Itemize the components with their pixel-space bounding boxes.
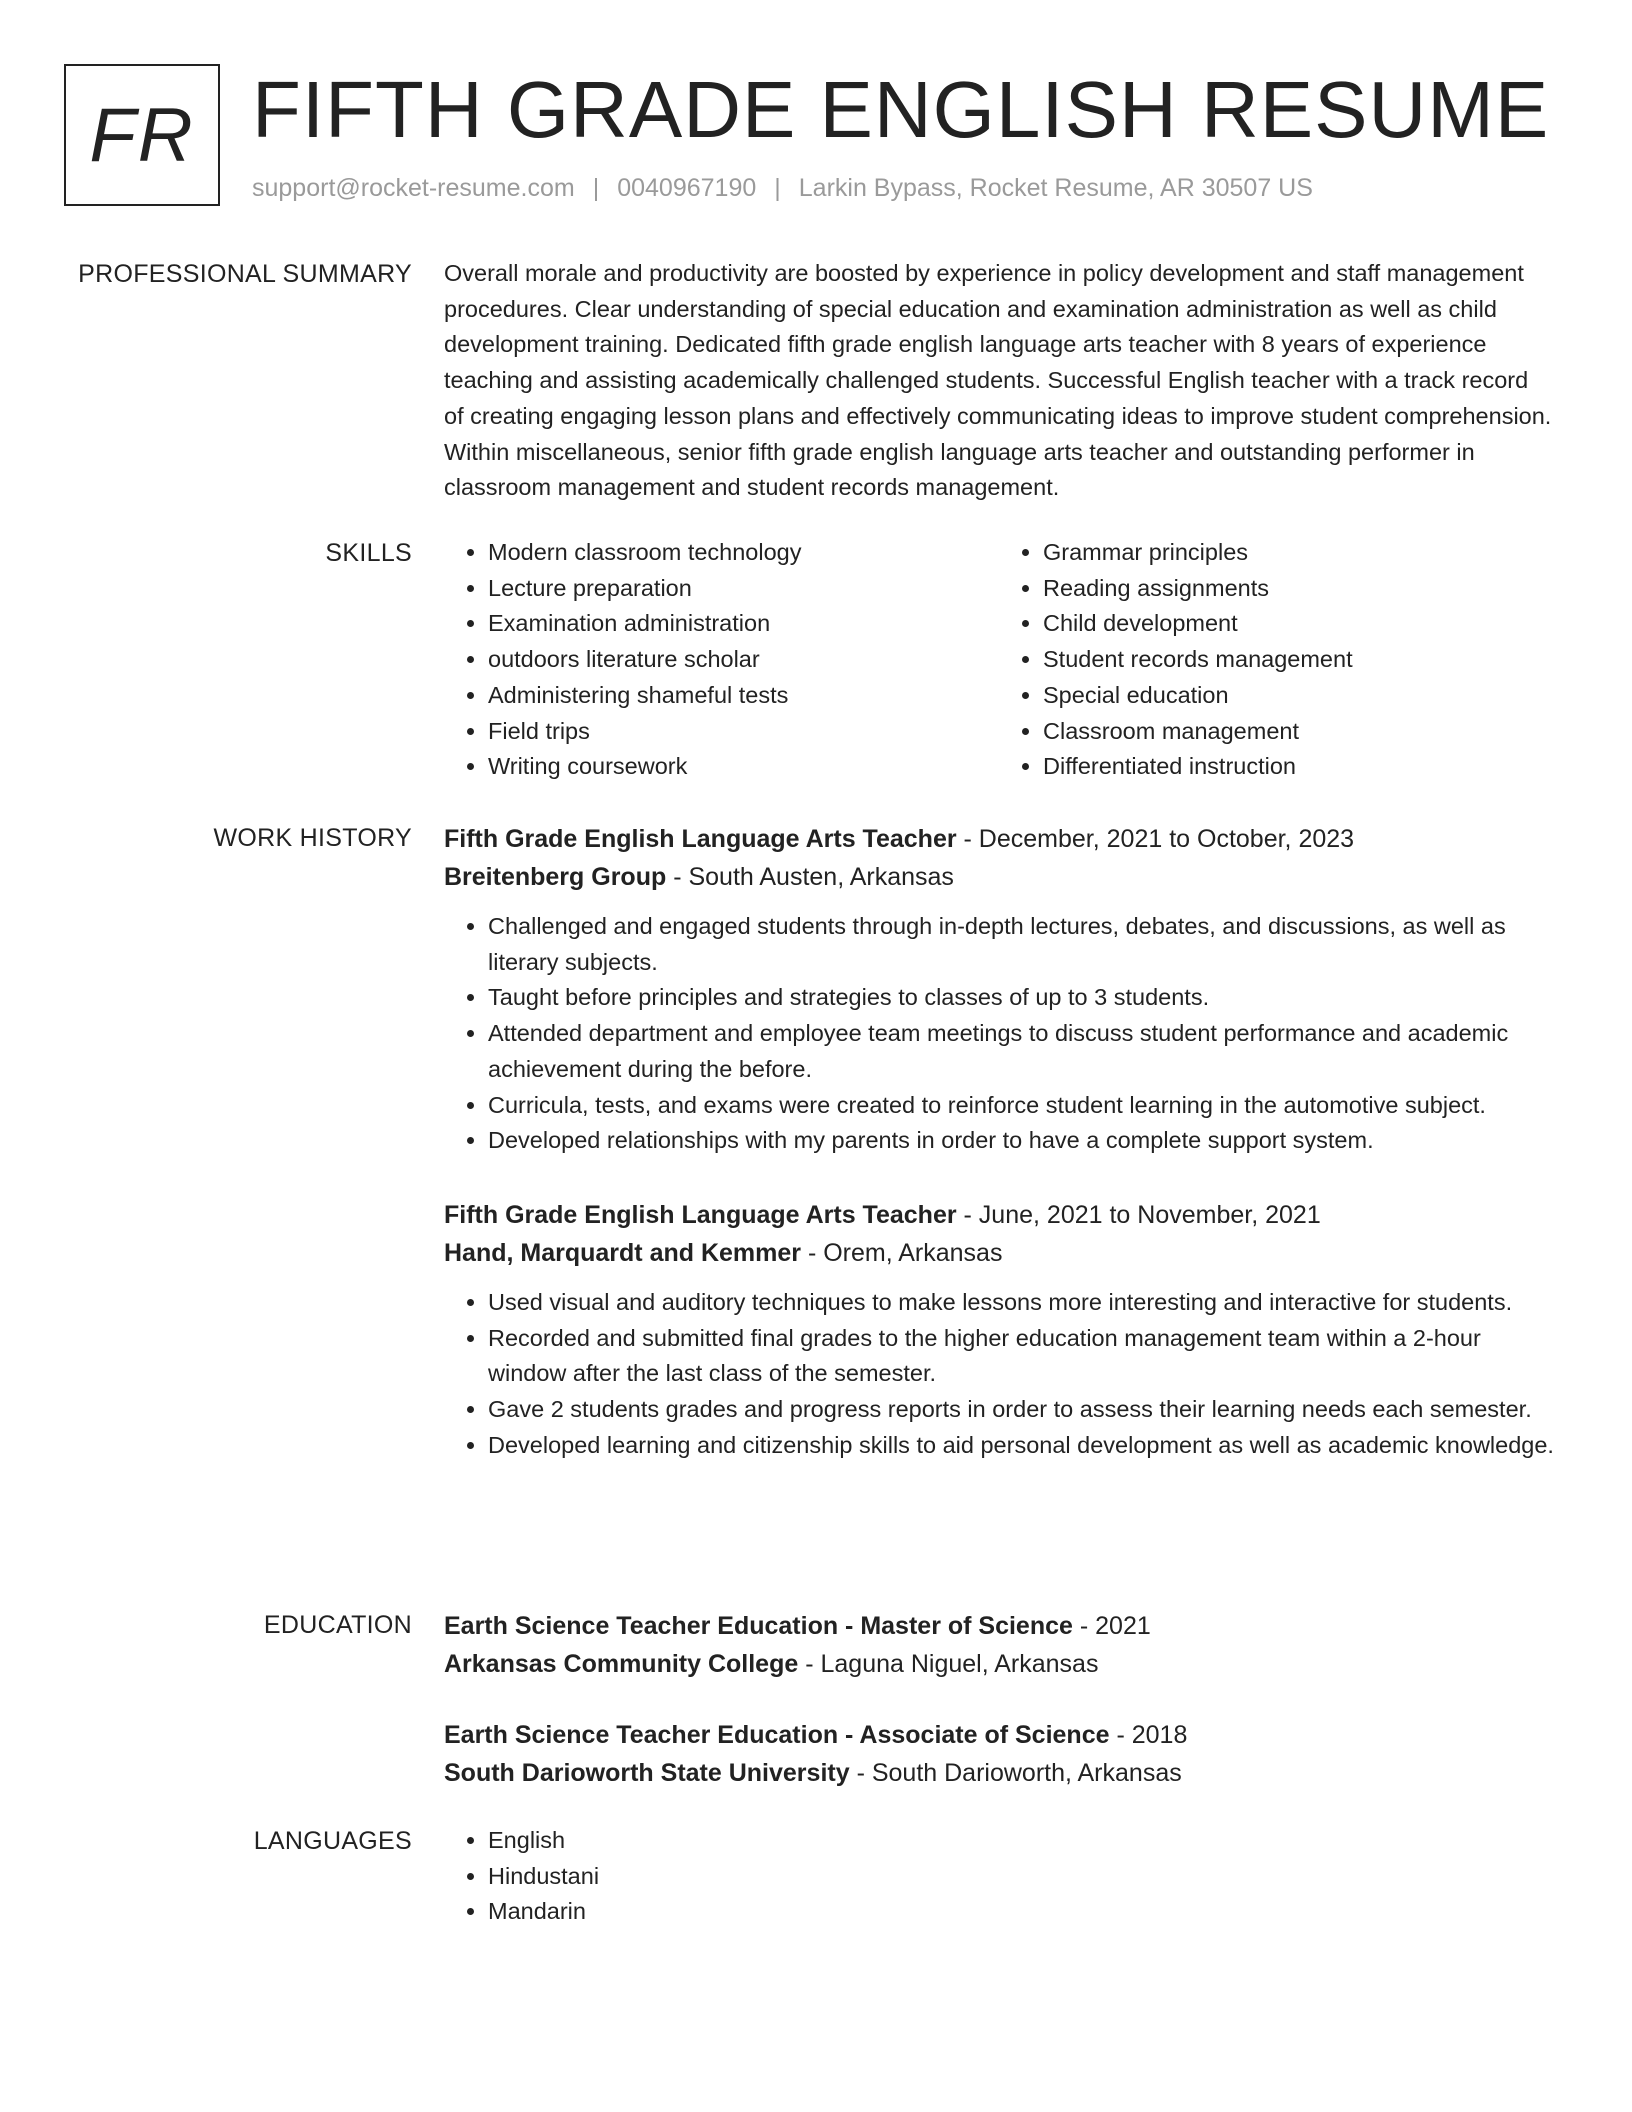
list-item: • English (488, 1823, 1554, 1859)
list-item: • Used visual and auditory techniques to make lessons more interesting and interactive for students. (488, 1285, 1554, 1321)
job-location: - Orem, Arkansas (801, 1239, 1003, 1267)
list-item: • Special education (1043, 678, 1554, 714)
languages-list (444, 1823, 1554, 1930)
education-entry (444, 1607, 1554, 1683)
list-item: • Classroom management (1043, 714, 1554, 750)
list-item: • Developed relationships with my parents in order to have a complete support system. (488, 1123, 1554, 1159)
list-item: • Writing coursework (488, 749, 999, 785)
list-item: • Curricula, tests, and exams were created to reinforce student learning in the automotive subject. (488, 1088, 1554, 1124)
summary-text: Overall morale and productivity are boosted by experience in policy development and staff management procedures. Clear understanding of special education and examination administration as well as child development training. Dedicated fifth grade english language arts teacher with 8 years of experience teaching and assisting academically challenged students. Successful English teacher with a track record of creating engaging lesson plans and effectively communicating ideas to improve student comprehension. Within miscellaneous, senior fifth grade english language arts teacher and outstanding performer in classroom management and student records management. (444, 260, 1552, 501)
list-item: • Hindustani (488, 1859, 1554, 1895)
education-degree: Earth Science Teacher Education - Associate of Science (444, 1721, 1110, 1749)
job-company: Breitenberg Group (444, 863, 667, 891)
education-degree: Earth Science Teacher Education - Master of Science (444, 1612, 1073, 1640)
job-title: Fifth Grade English Language Arts Teacher (444, 1201, 957, 1229)
list-item: • Field trips (488, 714, 999, 750)
education-school: South Darioworth State University (444, 1759, 850, 1787)
section-label-summary: PROFESSIONAL SUMMARY (78, 260, 412, 288)
job-dates: - December, 2021 to October, 2023 (956, 825, 1355, 853)
education-content (444, 1607, 1554, 1683)
list-item: • Reading assignments (1043, 571, 1554, 607)
skills-list-right (999, 535, 1554, 785)
work-content (444, 820, 1554, 1159)
contact-separator: | (774, 174, 781, 202)
list-item: • Taught before principles and strategies to classes of up to 3 students. (488, 980, 1554, 1016)
languages-content (444, 1823, 1554, 1930)
education-entry (444, 1716, 1554, 1792)
skills-content (444, 535, 1554, 785)
job-entry (444, 820, 1554, 1159)
list-item: • Recorded and submitted final grades to the higher education management team within a 2-hour window after the last class of the semester. (488, 1321, 1554, 1392)
education-year: - 2018 (1109, 1721, 1188, 1749)
contact-email: support@rocket-resume.com (252, 174, 575, 202)
resume-title: FIFTH GRADE ENGLISH RESUME (252, 65, 1550, 154)
education-school: Arkansas Community College (444, 1650, 799, 1678)
job-dates: - June, 2021 to November, 2021 (956, 1201, 1321, 1229)
job-bullets (444, 909, 1554, 1159)
section-label-education: EDUCATION (263, 1611, 412, 1639)
list-item: • Differentiated instruction (1043, 749, 1554, 785)
section-label-languages: LANGUAGES (253, 1827, 412, 1855)
education-location: - South Darioworth, Arkansas (849, 1759, 1182, 1787)
job-location: - South Austen, Arkansas (666, 863, 954, 891)
list-item: • outdoors literature scholar (488, 642, 999, 678)
job-bullets (444, 1285, 1554, 1464)
resume-header (64, 64, 1564, 214)
list-item: • Modern classroom technology (488, 535, 999, 571)
education-content-2 (444, 1716, 1554, 1792)
contact-separator: | (592, 174, 600, 202)
section-label-work: WORK HISTORY (213, 824, 412, 852)
education-location: - Laguna Niguel, Arkansas (798, 1650, 1099, 1678)
job-entry (444, 1196, 1554, 1464)
list-item: • Developed learning and citizenship skills to aid personal development as well as academic knowledge. (488, 1428, 1554, 1464)
list-item: • Gave 2 students grades and progress reports in order to assess their learning needs each semester. (488, 1392, 1554, 1428)
list-item: • Examination administration (488, 606, 999, 642)
contact-phone: 0040967190 (617, 174, 757, 202)
list-item: • Attended department and employee team meetings to discuss student performance and academic achievement during the before. (488, 1016, 1554, 1087)
list-item: • Challenged and engaged students through in-depth lectures, debates, and discussions, as well as literary subjects. (488, 909, 1554, 980)
contact-address: Larkin Bypass, Rocket Resume, AR 30507 US (798, 174, 1313, 202)
list-item: • Grammar principles (1043, 535, 1554, 571)
skills-list-left (444, 535, 999, 785)
monogram-logo: FR (64, 64, 220, 206)
contact-line (252, 174, 1313, 203)
list-item: • Mandarin (488, 1894, 1554, 1930)
work-content-2 (444, 1196, 1554, 1464)
section-label-skills: SKILLS (325, 539, 412, 567)
list-item: • Student records management (1043, 642, 1554, 678)
list-item: • Lecture preparation (488, 571, 999, 607)
list-item: • Child development (1043, 606, 1554, 642)
summary-content (444, 256, 1554, 506)
job-company: Hand, Marquardt and Kemmer (444, 1239, 802, 1267)
list-item: • Administering shameful tests (488, 678, 999, 714)
job-title: Fifth Grade English Language Arts Teacher (444, 825, 957, 853)
education-year: - 2021 (1072, 1612, 1151, 1640)
